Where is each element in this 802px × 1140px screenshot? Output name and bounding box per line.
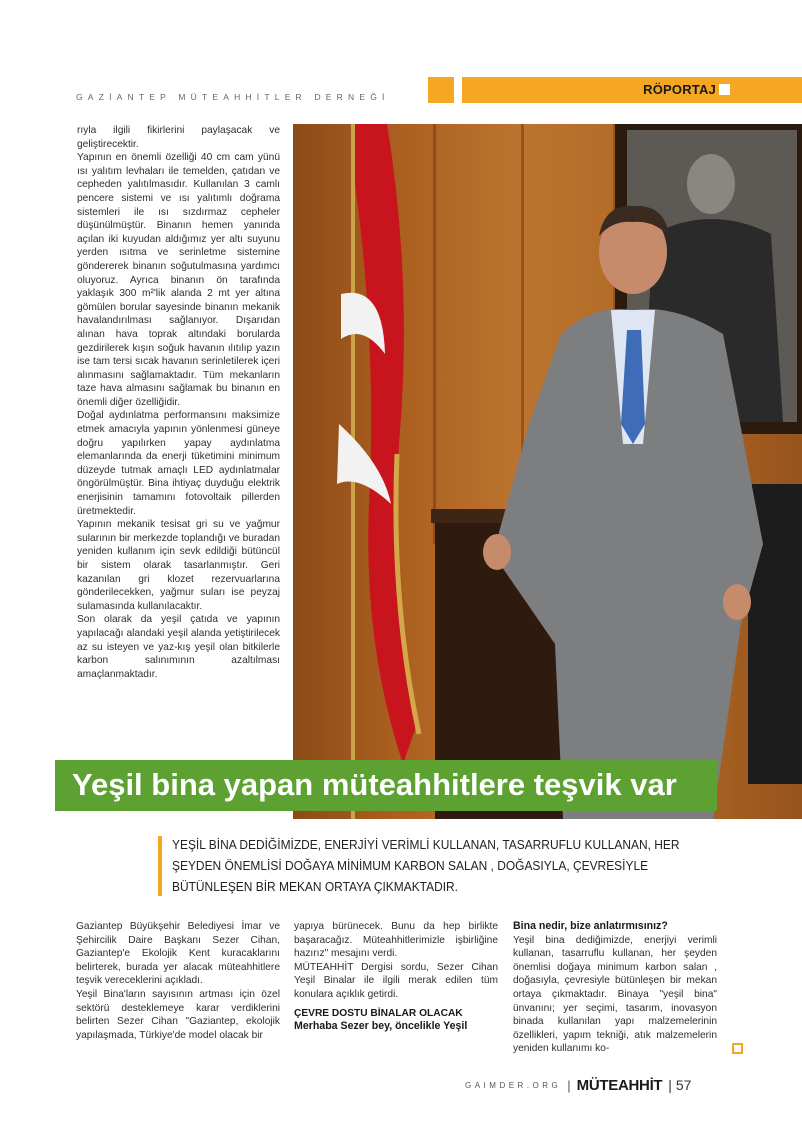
left-paragraph: Yapının mekanik tesisat gri su ve yağmur sularının bir merkezde toplandığı ve buradan yeniden kullanım için sevk edildiği bütüncül bir sistem olarak tasarlanmıştır. Geri kazanılan gri klozet rezervuarlarına gönderilecekken, yağmur suları ise peyzaj sulamasında kullanılacaktır. [77, 519, 280, 612]
interview-question: Merhaba Sezer bey, öncelikle Yeşil [294, 1020, 468, 1033]
footer-site: GAIMDER.ORG [465, 1080, 562, 1090]
end-of-page-square-icon [732, 1043, 743, 1054]
column-paragraph: MÜTEAHHİT Dergisi sordu, Sezer Cihan Yeşil Binalar ile ilgili merak edilen tüm konulara açıklık getirdi. [294, 961, 498, 1000]
photo-illustration [293, 124, 802, 819]
wood-seam [433, 124, 436, 544]
article-headline: Yeşil bina yapan müteahhitlere teşvik var [72, 767, 677, 802]
header-accent-block [428, 77, 454, 103]
footer-separator: | [567, 1077, 571, 1093]
left-article-column [77, 124, 280, 681]
article-column-3 [513, 920, 717, 1056]
footer-magazine-logo: MÜTEAHHİT [576, 1076, 663, 1094]
interview-question: Bina nedir, bize anlatırmısınız? [513, 920, 668, 932]
column-paragraph: yapıya bürünecek. Bunu da hep birlikte başaracağız. Müteahhitlerimizle işbirliğine hazırız" mesajını verdi. [294, 921, 498, 960]
column-paragraph: Yeşil Bina'ların sayısının artması için özel sektörü desteklemeye karar verdiklerini belirten Sezer Cihan "Gaziantep, ekolojik yapılaşmada, Türkiye'de model olacak bir [76, 988, 280, 1041]
interview-answer: Yeşil bina dediğimizde, enerjiyi verimli kullanan, tasarruflu kullanan, her şeyden önemlisi doğaya minimum karbon salan , doğasıyla, çevresiyle bütünleşen bir mekan ortaya çıkmaktadır. Binaya "yeşil bina" ünvanını; yer seçimi, tasarım, inovasyon binada kullanılan yapı malzemelerinin özellikleri, yapım tekniği, atık malzemelerin yeniden kullanımı ko- [513, 934, 717, 1055]
section-label: RÖPORTAJ [643, 82, 716, 97]
pull-quote-bar [158, 836, 162, 896]
header-org-name: GAZİANTEP MÜTEAHHİTLER DERNEĞİ [76, 92, 390, 102]
article-column-1 [76, 920, 280, 1042]
section-square-icon [719, 84, 730, 95]
left-paragraph: Doğal aydınlatma performansını maksimize etmek amacıyla yapının yönlenmesi güneye doğru yapılırken yapay aydınlatma elemanlarında da enerji tüketimini minimum düzeyde tutmak amaçlı LED aydınlatmalar öngörülmüştür. Bina ihtiyaç duyduğu elektrik enerjisinin tamamını fotovoltaik pillerden üretmektedir. [77, 410, 280, 517]
left-paragraph: Yapının en önemli özelliği 40 cm cam yünü ısı yalıtım levhaları ile temelden, çatıdan ve cepheden yalıtılmasıdır. Kullanılan 3 camlı pencere sistemi ve ısı yalıtımlı doğrama sistemleri ile ısı sızdırmaz cepheler düşünülmüştür. Binanın hemen yanında açılan iki kuyudan aldığımız yer altı suyunu yerden ısıtma ve serinletme sistemine göndererek binanın soğutulmasına yardımcı oluyoruz. Ayrıca binanın ön tarafında yaklaşık 300 m²'lik alanda 2 mt yer altına gömülen borular sayesinde binanın mekanik havalandırılması sağlanıyor. Dışarıdan alınan hava toprak altındaki borularda gezdirilerek kışın soğuk havanın ılıtılıp yazın ise tam tersi sıcak havanın serinletilerek içeri alınmasını sağlamaktadır. Tüm mekanların taze hava almasını sağlamak bu binanın en önemli diğer özelliğidir. [77, 152, 280, 408]
section-subhead: ÇEVRE DOSTU BİNALAR OLACAK [294, 1007, 463, 1019]
left-paragraph: rıyla ilgili fikirlerini paylaşacak ve geliştirecektir. [77, 125, 280, 150]
page-number: | 57 [668, 1077, 692, 1093]
article-column-2 [294, 920, 498, 1034]
column-paragraph: Gaziantep Büyükşehir Belediyesi İmar ve Şehircilik Daire Başkanı Sezer Cihan, Gaziantep'e Ekolojik Kent kuracaklarını belirterek, burada yer alacak müteahhitlere teşvik vereceklerini açıkladı. [76, 921, 280, 987]
man-hand-right [723, 584, 751, 620]
pull-quote: YEŞİL BİNA DEDİĞİMİZDE, ENERJİYİ VERİMLİ KULLANAN, TASARRUFLU KULLANAN, HER ŞEYDEN ÖNEMLİSİ DOĞAYA MİNİMUM KARBON SALAN , DOĞASIYLA, ÇEVRESİYLE BÜTÜNLEŞEN BİR MEKAN ORTAYA ÇIKMAKTADIR. [172, 837, 680, 894]
section-banner [462, 77, 802, 103]
portrait-head [687, 154, 735, 214]
interview-photo [293, 124, 802, 819]
man-hand-left [483, 534, 511, 570]
left-paragraph: Son olarak da yeşil çatıda ve yapının yapılacağı alandaki yeşil alanda yetiştirilecek az su isteyen ve yaz-kış yeşil olan bitkilerle karbon salınımının azaltılması amaçlanmaktadır. [77, 614, 280, 680]
page-footer [465, 1075, 691, 1095]
